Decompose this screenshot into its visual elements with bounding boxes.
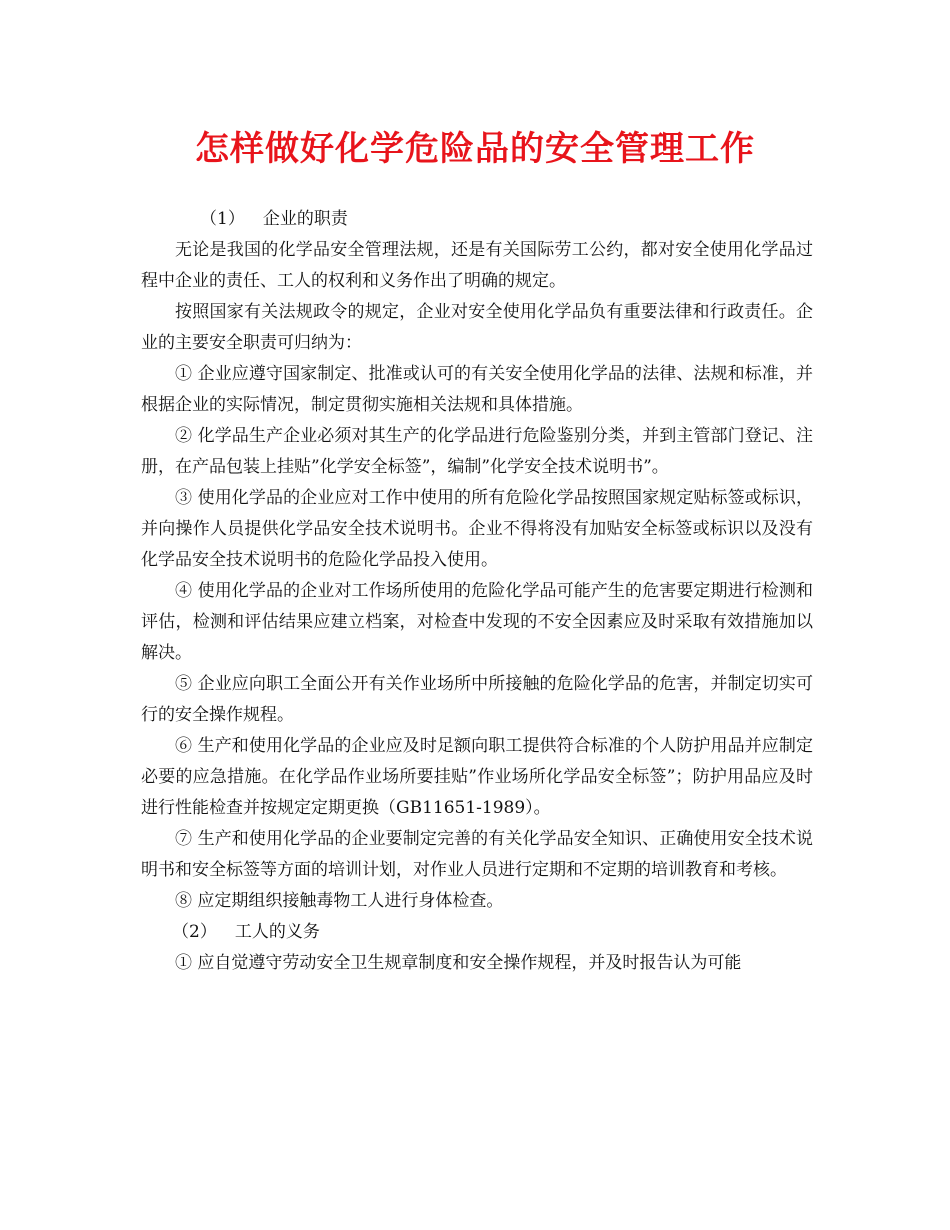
document-title: 怎样做好化学危险品的安全管理工作: [195, 129, 755, 169]
paragraph: 无论是我国的化学品安全管理法规，还是有关国际劳工公约，都对安全使用化学品过程中企业的责任、工人的权利和义务作出了明确的规定。: [141, 240, 813, 291]
list-item: ⑧ 应定期组织接触毒物工人进行身体检查。: [175, 891, 504, 911]
section-heading-2: [141, 917, 813, 948]
list-item: ④ 使用化学品的企业对工作场所使用的危险化学品可能产生的危害要定期进行检测和评估，检测和评估结果应建立档案，对检查中发现的不安全因素应及时采取有效措施加以解决。: [141, 581, 813, 663]
list-item: ② 化学品生产企业必须对其生产的化学品进行危险鉴别分类，并到主管部门登记、注册，在产品包装上挂贴”化学安全标签”，编制”化学安全技术说明书”。: [141, 426, 813, 477]
list-item: ⑥ 生产和使用化学品的企业应及时足额向职工提供符合标准的个人防护用品并应制定必要的应急措施。在化学品作业场所要挂贴”作业场所化学品安全标签”；防护用品应及时进行性能检查并按规定定期更换（GB11651-1989）。: [141, 736, 813, 818]
section-number: （2）: [172, 922, 217, 942]
list-item: ⑦ 生产和使用化学品的企业要制定完善的有关化学品安全知识、正确使用安全技术说明书和安全标签等方面的培训计划，对作业人员进行定期和不定期的培训教育和考核。: [141, 829, 813, 880]
section-heading-1: [141, 204, 813, 235]
document-body: [141, 204, 813, 979]
section-heading-text: 企业的职责: [262, 209, 348, 229]
list-item: ⑤ 企业应向职工全面公开有关作业场所中所接触的危险化学品的危害，并制定切实可行的安全操作规程。: [141, 674, 813, 725]
section-number: （1）: [200, 209, 245, 229]
list-item: ① 企业应遵守国家制定、批准或认可的有关安全使用化学品的法律、法规和标准，并根据企业的实际情况，制定贯彻实施相关法规和具体措施。: [141, 364, 813, 415]
list-item: ① 应自觉遵守劳动安全卫生规章制度和安全操作规程，并及时报告认为可能: [175, 953, 742, 973]
paragraph: 按照国家有关法规政令的规定，企业对安全使用化学品负有重要法律和行政责任。企业的主要安全职责可归纳为：: [141, 302, 813, 353]
list-item: ③ 使用化学品的企业应对工作中使用的所有危险化学品按照国家规定贴标签或标识，并向操作人员提供化学品安全技术说明书。企业不得将没有加贴安全标签或标识以及没有化学品安全技术说明书的危险化学品投入使用。: [141, 488, 813, 570]
section-heading-text: 工人的义务: [234, 922, 320, 942]
